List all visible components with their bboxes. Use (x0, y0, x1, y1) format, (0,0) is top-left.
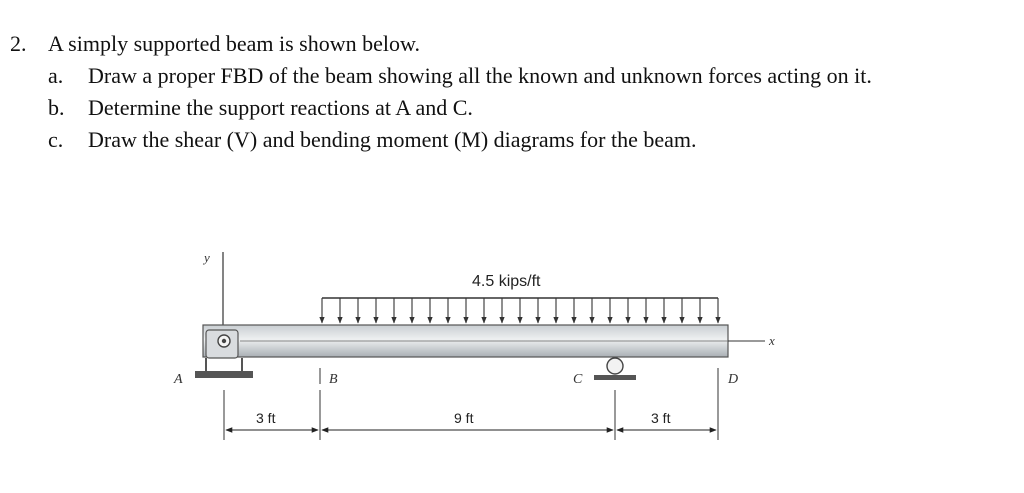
point-c-label: C (573, 372, 583, 387)
dim-label-bc: 9 ft (454, 410, 474, 426)
dim-label-cd: 3 ft (651, 410, 671, 426)
load-label: 4.5 kips/ft (472, 273, 541, 290)
point-a-label: A (174, 372, 183, 387)
point-b-label: B (329, 372, 338, 387)
statement-text: A simply supported beam is shown below. (48, 31, 420, 56)
problem-number: 2. (10, 31, 27, 56)
part-b-letter: b. (48, 95, 65, 120)
part-a-text: Draw a proper FBD of the beam showing all the known and unknown forces acting on it. (88, 63, 872, 88)
distributed-load-arrows (322, 298, 718, 323)
dim-label-ab: 3 ft (256, 410, 276, 426)
part-b-text: Determine the support reactions at A and C. (88, 95, 473, 120)
y-axis-label: y (204, 250, 210, 265)
point-d-label: D (728, 372, 739, 387)
part-c-letter: c. (48, 127, 64, 152)
part-c-text: Draw the shear (V) and bending moment (M) diagrams for the beam. (88, 127, 697, 152)
x-axis-label: x (769, 333, 775, 348)
roller-support-c (594, 358, 636, 380)
part-a-letter: a. (48, 63, 64, 88)
